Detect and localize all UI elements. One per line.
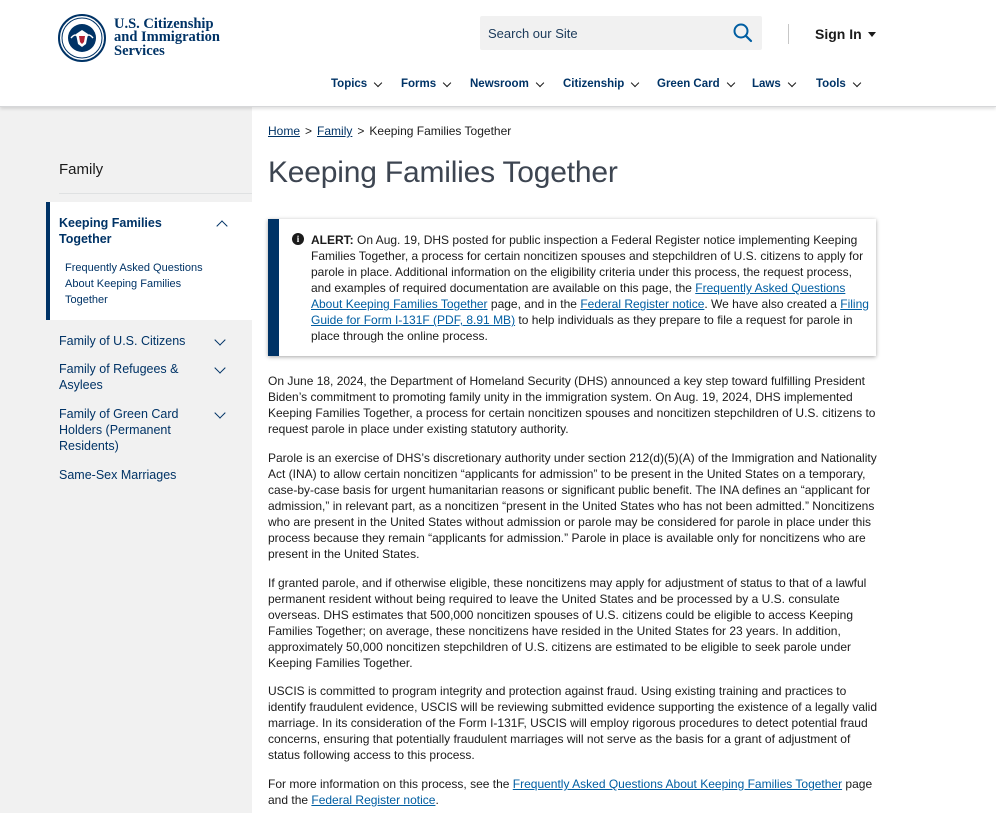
search-button[interactable]: [732, 22, 754, 44]
nav-label: Laws: [752, 78, 781, 90]
search-icon: [732, 22, 754, 44]
chevron-down-icon: [853, 78, 861, 86]
chevron-down-icon[interactable]: [214, 334, 225, 345]
sidebar-item-family-of-refugees[interactable]: Family of Refugees & Asylees: [59, 362, 179, 392]
info-icon: i: [292, 233, 304, 245]
alert-box: [268, 219, 876, 356]
uscis-logo[interactable]: [58, 14, 220, 62]
breadcrumb-separator: >: [305, 124, 313, 138]
paragraph-text-part: .: [435, 793, 439, 807]
paragraph-4: USCIS is committed to program integrity and protection against fraud. Using existing training and practices to identify fraudulent evidence, USCIS will be reviewing submitted evidence supporting the existence of a legally valid marriage. In its consideration of the Form I-131F, USCIS will employ rigorous procedures to detect potential fraud concerns, ensuring that potentially fraudulent marriages will not serve as the basis for a grant of adjustment of status following access to this process.: [268, 684, 878, 762]
alert-filing-guide-link[interactable]: Filing Guide for Form I-131F (PDF, 8.91 MB): [311, 297, 869, 327]
nav-label: Topics: [331, 78, 368, 90]
paragraph-text-part: page and the: [268, 777, 873, 807]
breadcrumb-family[interactable]: Family: [317, 124, 353, 138]
chevron-down-icon: [536, 78, 544, 86]
chevron-down-icon: [443, 78, 451, 86]
paragraph-5: [268, 776, 880, 808]
dhs-seal-icon: [58, 14, 106, 62]
chevron-down-icon: [374, 78, 382, 86]
alert-faq-link[interactable]: Frequently Asked Questions About Keeping Families Together: [311, 281, 846, 311]
sign-in-button[interactable]: [815, 26, 876, 42]
breadcrumb-home[interactable]: Home: [268, 124, 301, 138]
sidebar-item-same-sex-marriages[interactable]: Same-Sex Marriages: [59, 468, 177, 482]
nav-label: Tools: [816, 78, 846, 90]
federal-register-link[interactable]: Federal Register notice: [311, 793, 436, 807]
faq-link[interactable]: Frequently Asked Questions About Keeping Families Together: [512, 777, 843, 791]
sidebar-divider: [59, 193, 252, 194]
chevron-down-icon: [788, 78, 796, 86]
nav-newsroom[interactable]: [470, 78, 543, 90]
page-title: Keeping Families Together: [268, 156, 618, 189]
nav-green-card[interactable]: [657, 78, 734, 90]
nav-tools[interactable]: [816, 78, 860, 90]
sidebar-active-label[interactable]: Keeping Families Together: [59, 216, 162, 246]
alert-text-part: On Aug. 19, DHS posted for public inspection a Federal Register notice implementing Keeping Families Together, a process for certain noncitizen spouses and stepchildren of U.S. citizens to apply for parole in place. Additional information on the eligibility criteria under this process, the request process, and examples of required documentation are available on this page, the: [311, 233, 864, 295]
logo-line-1: U.S. Citizenship: [114, 15, 214, 32]
sidebar-subitem-faq[interactable]: Frequently Asked Questions About Keeping Families Together: [65, 262, 203, 306]
nav-topics[interactable]: [331, 78, 381, 90]
nav-label: Newsroom: [470, 78, 529, 90]
sidebar: [0, 107, 252, 813]
sidebar-item-family-of-green-card-holders[interactable]: Family of Green Card Holders (Permanent Residents): [59, 407, 179, 453]
breadcrumb-current: Keeping Families Together: [369, 124, 512, 138]
alert-label: ALERT:: [311, 233, 354, 247]
nav-forms[interactable]: [401, 78, 450, 90]
logo-line-3: Services: [114, 42, 165, 59]
alert-text-part: . We have also created a: [704, 297, 841, 311]
paragraph-1: On June 18, 2024, the Department of Homeland Security (DHS) announced a key step toward fulfilling President Biden’s commitment to promoting family unity in the immigration system. On Aug. 19, 2024, DHS implemented Keeping Families Together, a process for certain noncitizen spouses and noncitizen stepchildren of U.S. citizens to request parole in place under existing statutory authority.: [268, 374, 876, 436]
logo-line-2: and Immigration: [114, 29, 220, 46]
nav-label: Forms: [401, 78, 437, 90]
chevron-down-icon[interactable]: [214, 362, 225, 373]
search-input[interactable]: [480, 16, 720, 50]
chevron-down-icon: [726, 78, 734, 86]
paragraph-2: Parole is an exercise of DHS’s discretionary authority under section 212(d)(5)(A) of the Immigration and Nationality Act (INA) to allow certain noncitizen “applicants for admission” to be present in the United States on a temporary, case-by-case basis for urgent humanitarian reasons or significant public benefit. The INA defines an “applicant for admission,” in relevant part, as a noncitizen “present in the United States who has not been admitted.” Noncitizens who are present in the United States without admission or parole may be considered for parole in place under this process because they remain “applicants for admission.” Parole in place is available only for noncitizens who are present in the United States.: [268, 451, 877, 561]
chevron-down-icon[interactable]: [214, 407, 225, 418]
sidebar-item-keeping-families-together: [46, 202, 252, 320]
alert-text-part: to help individuals as they prepare to file a request for parole in place through the online process.: [311, 313, 853, 343]
site-header: [0, 0, 996, 107]
chevron-down-icon: [631, 78, 639, 86]
chevron-up-icon[interactable]: [216, 220, 227, 231]
paragraph-text-part: For more information on this process, see the: [268, 777, 513, 791]
nav-laws[interactable]: [752, 78, 795, 90]
sidebar-title: Family: [59, 161, 104, 178]
breadcrumb-separator: >: [357, 124, 365, 138]
nav-label: Green Card: [657, 78, 720, 90]
sign-in-label: Sign In: [815, 26, 862, 42]
header-divider: [788, 24, 789, 44]
breadcrumb: [268, 124, 511, 138]
caret-down-icon: [868, 32, 876, 37]
alert-text-part: page, and in the: [487, 297, 581, 311]
sidebar-item-family-of-us-citizens[interactable]: Family of U.S. Citizens: [59, 334, 186, 348]
search-box: [480, 16, 762, 50]
alert-text: [311, 232, 869, 344]
alert-federal-register-link[interactable]: Federal Register notice: [580, 297, 705, 311]
main-nav: [0, 78, 996, 94]
paragraph-3: If granted parole, and if otherwise eligible, these noncitizens may apply for adjustment of status to that of a lawful permanent resident without being required to leave the United States and be processed by a U.S. consulate overseas. DHS estimates that 500,000 noncitizen spouses of U.S. citizens could be eligible to access Keeping Families Together; on average, these noncitizens have resided in the United States for 23 years. In addition, approximately 50,000 noncitizen stepchildren of U.S. citizens are estimated to be eligible to seek parole under Keeping Families Together.: [268, 576, 867, 670]
nav-label: Citizenship: [563, 78, 625, 90]
nav-citizenship[interactable]: [563, 78, 638, 90]
